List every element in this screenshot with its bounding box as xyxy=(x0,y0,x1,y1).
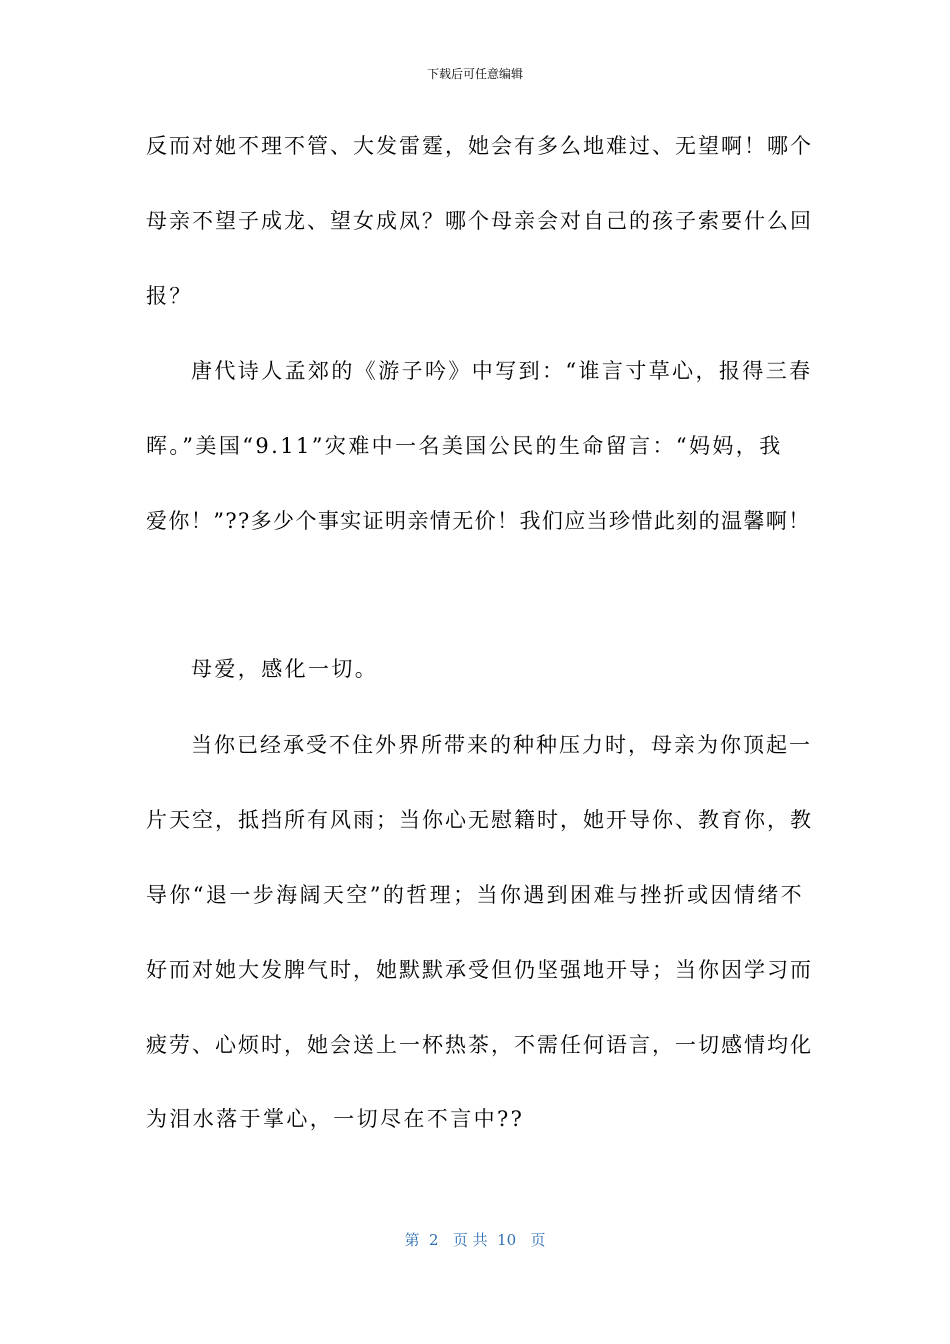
paragraph-4-line-3: 导你“退一步海阔天空”的哲理；当你遇到困难与挫折或因情绪不 xyxy=(146,883,805,907)
paragraph-1-line-1: 反而对她不理不管、大发雷霆，她会有多么地难过、无望啊！哪个 xyxy=(146,134,813,158)
paragraph-3-line-1: 母爱，感化一切。 xyxy=(191,657,379,681)
page-number-footer: 第 2 页 共 10 页 xyxy=(404,1231,546,1249)
paragraph-2-line-3: 爱你！”??多少个事实证明亲情无价！我们应当珍惜此刻的温馨啊！ xyxy=(146,509,811,533)
paragraph-2-line-2: 晖。”美国“9.11”灾难中一名美国公民的生命留言：“妈妈，我 xyxy=(146,434,783,458)
paragraph-4-line-1: 当你已经承受不住外界所带来的种种压力时，母亲为你顶起一 xyxy=(191,733,812,757)
paragraph-4-line-5: 疲劳、心烦时，她会送上一杯热茶，不需任何语言，一切感情均化 xyxy=(146,1033,813,1057)
paragraph-1-line-2: 母亲不望子成龙、望女成凤？哪个母亲会对自己的孩子索要什么回 xyxy=(146,209,813,233)
paragraph-4-line-2: 片天空，抵挡所有风雨；当你心无慰籍时，她开导你、教育你，教 xyxy=(146,808,813,832)
paragraph-2-line-1: 唐代诗人孟郊的《游子吟》中写到：“谁言寸草心，报得三春 xyxy=(191,359,813,383)
paragraph-1-line-3: 报？ xyxy=(146,284,193,308)
paragraph-4-line-4: 好而对她大发脾气时，她默默承受但仍坚强地开导；当你因学习而 xyxy=(146,958,813,982)
page-header: 下载后可任意编辑 xyxy=(426,67,523,81)
paragraph-4-line-6: 为泪水落于掌心，一切尽在不言中?? xyxy=(146,1107,525,1131)
